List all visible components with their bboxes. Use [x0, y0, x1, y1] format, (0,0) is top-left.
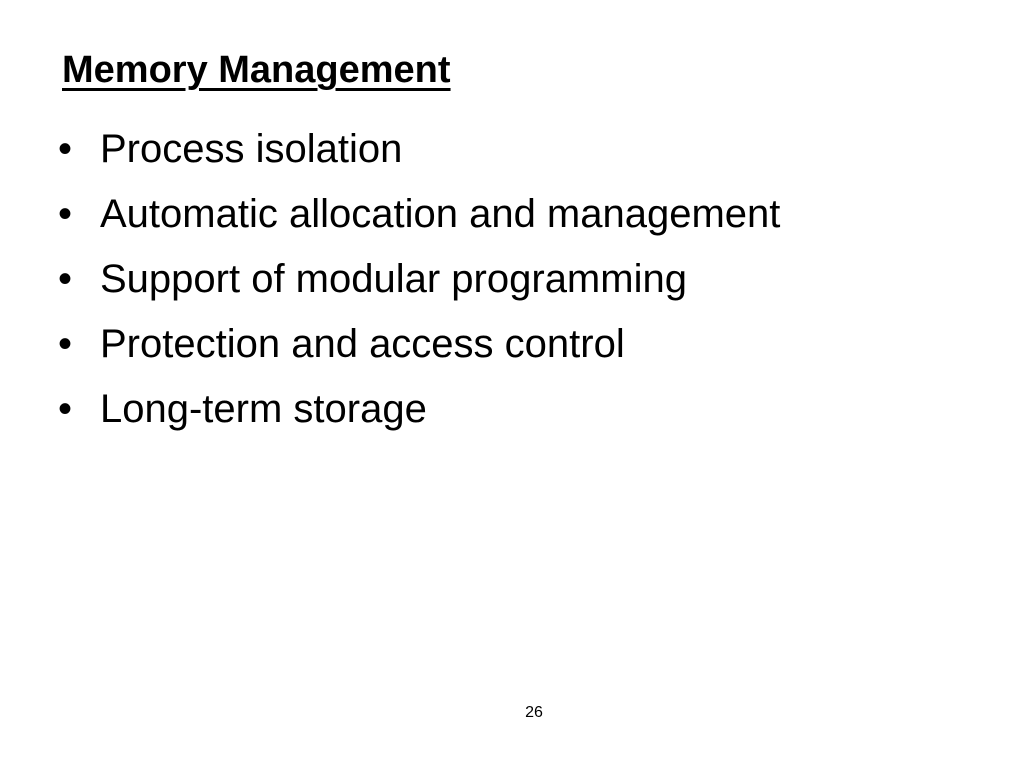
- bullet-list: [58, 125, 780, 450]
- bullet-item: [58, 125, 780, 190]
- bullet-text: Automatic allocation and management: [100, 192, 781, 236]
- bullet-text: Support of modular programming: [100, 257, 687, 301]
- bullet-marker: •: [58, 257, 73, 301]
- bullet-marker: •: [58, 127, 73, 171]
- bullet-item: [58, 190, 780, 255]
- bullet-marker: •: [58, 192, 73, 236]
- slide-title: Memory Management: [62, 49, 451, 91]
- bullet-text: Long-term storage: [100, 387, 427, 431]
- bullet-marker: •: [58, 322, 73, 366]
- bullet-item: [58, 320, 780, 385]
- bullet-text: Process isolation: [100, 127, 403, 171]
- slide-number: 26: [525, 704, 543, 721]
- bullet-item: [58, 255, 780, 320]
- bullet-marker: •: [58, 387, 73, 431]
- bullet-item: [58, 385, 780, 450]
- bullet-text: Protection and access control: [100, 322, 625, 366]
